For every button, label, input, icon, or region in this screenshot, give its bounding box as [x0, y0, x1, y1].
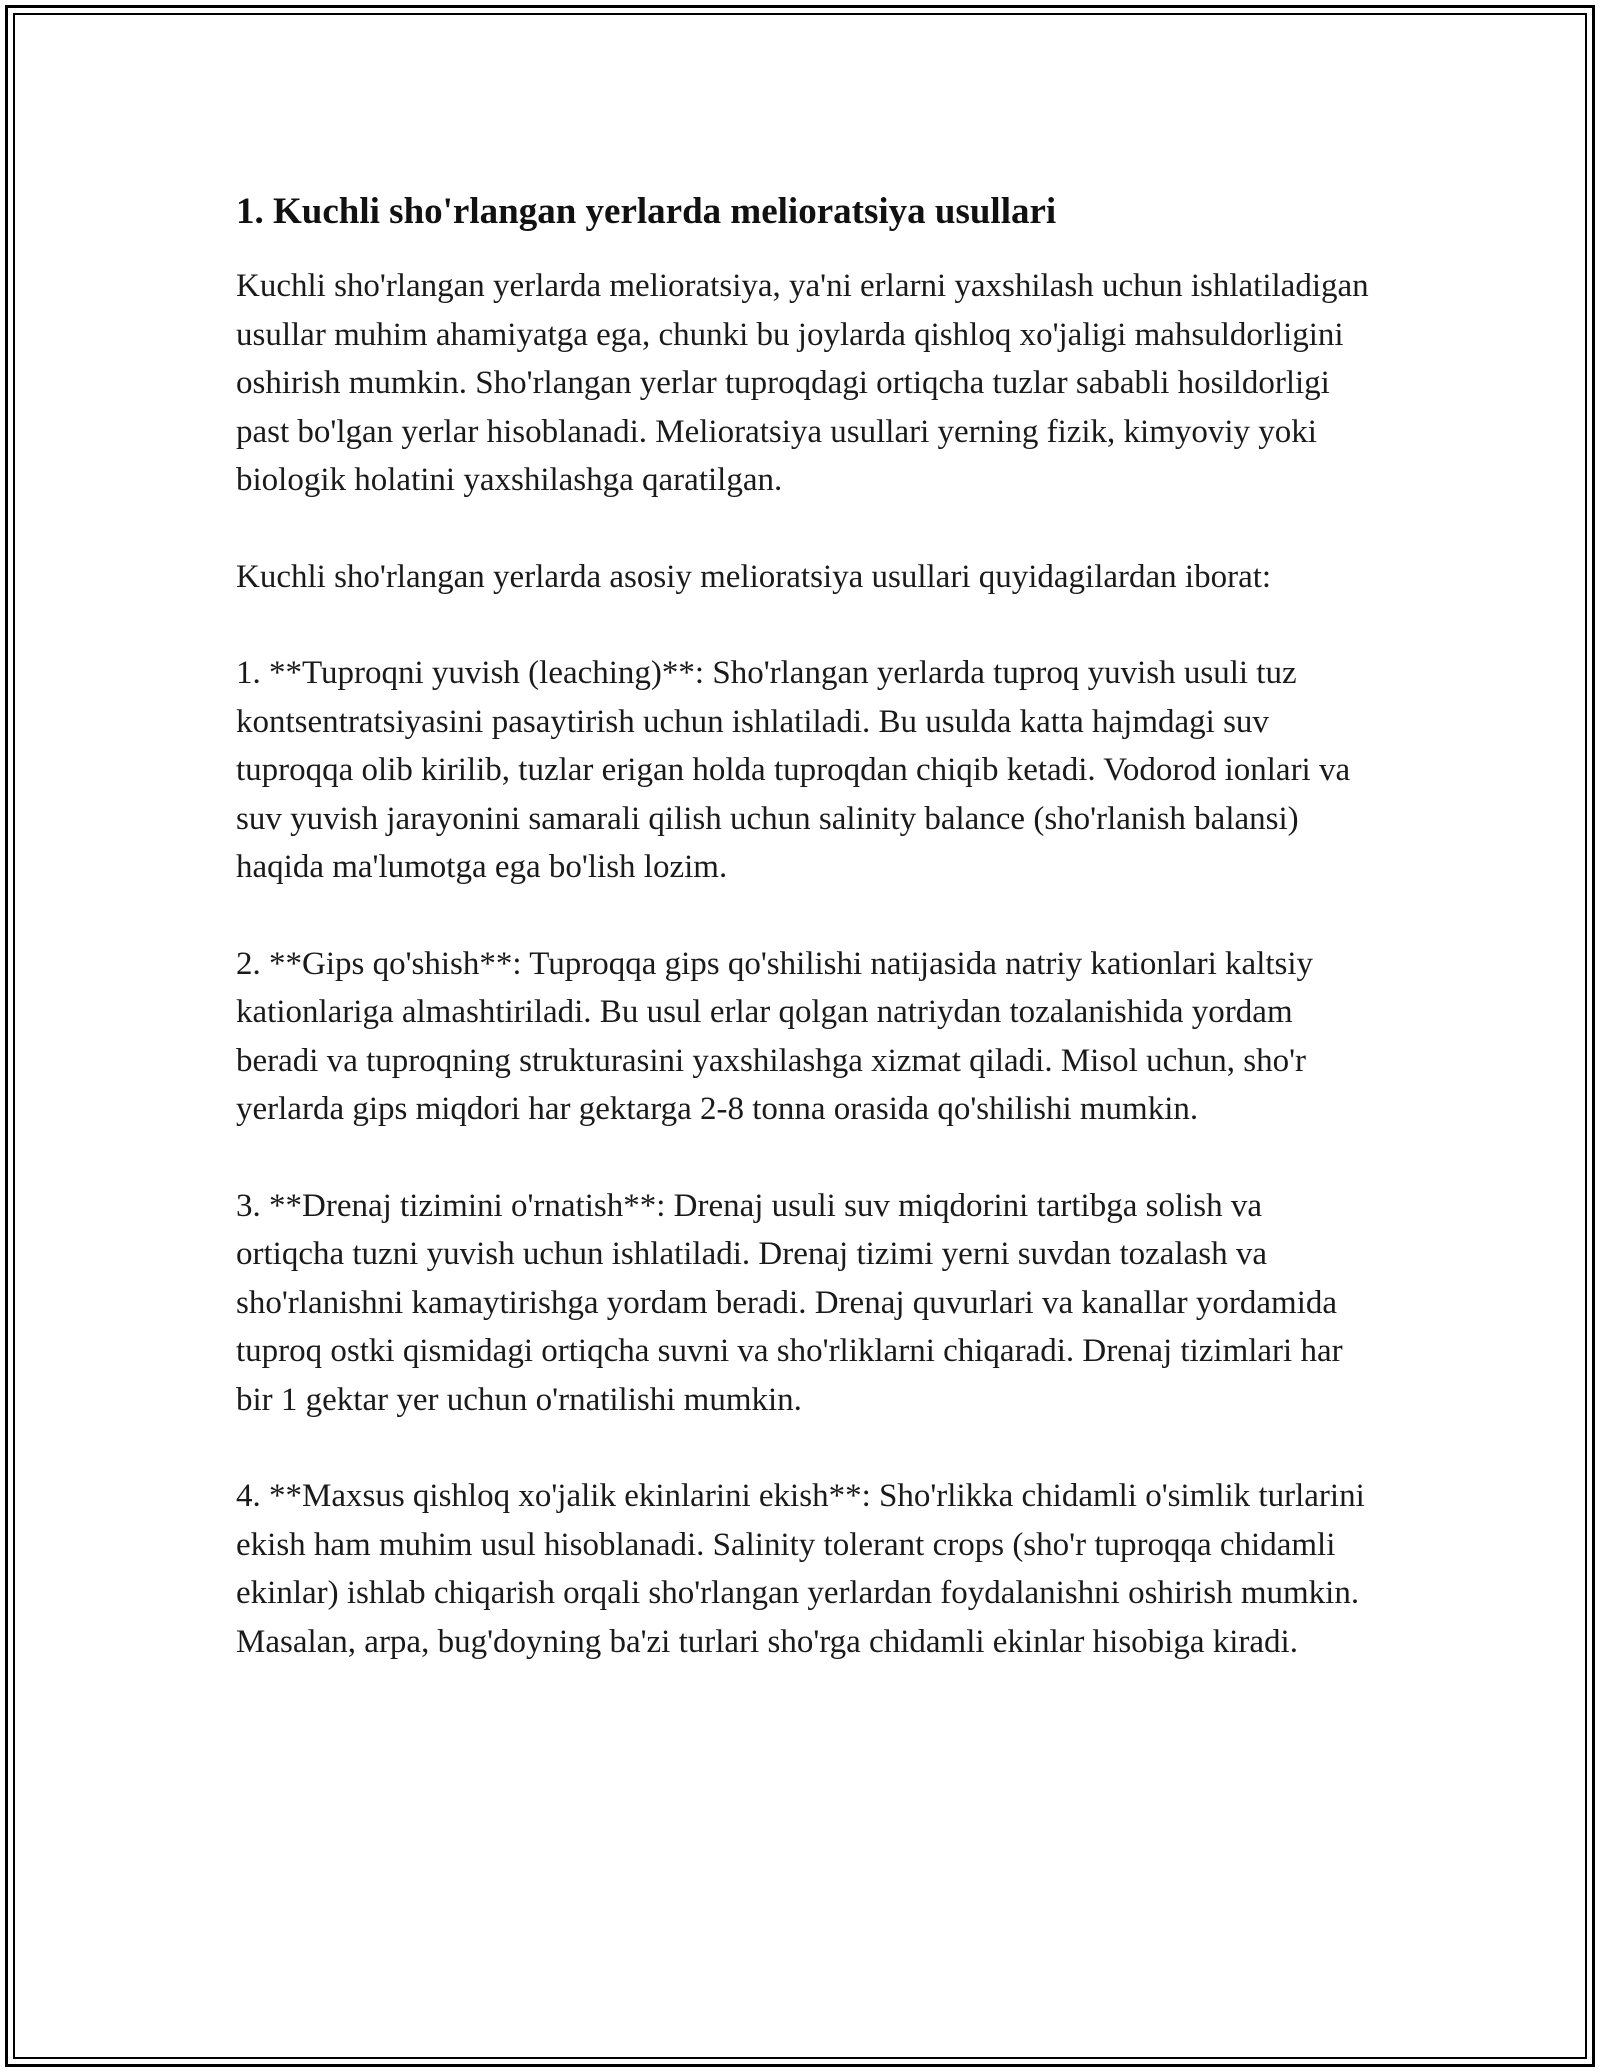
- document-body: [236, 186, 1376, 1714]
- intro-paragraph: Kuchli sho'rlangan yerlarda melioratsiya, ya'ni erlarni yaxshilash uchun ishlatiladigan usullar muhim ahamiyatga ega, chunki bu joylarda qishloq xo'jaligi mahsuldorligini oshirish mumkin. Sho'rlangan yerlar tuproqdagi ortiqcha tuzlar sababli hosildorligi past bo'lgan yerlar hisoblanadi. Melioratsiya usullari yerning fizik, kimyoviy yoki biologik holatini yaxshilashga qaratilgan.: [236, 268, 1369, 498]
- method-drainage-paragraph: 3. **Drenaj tizimini o'rnatish**: Drenaj usuli suv miqdorini tartibga solish va ortiqcha tuzni yuvish uchun ishlatiladi. Drenaj tizimi yerni suvdan tozalash va sho'rlanishni kamaytirishga yordam beradi. Drenaj quvurlari va kanallar yordamida tuproq ostki qismidagi ortiqcha suvni va sho'rliklarni chiqaradi. Drenaj tizimlari har bir 1 gektar yer uchun o'rnatilishi mumkin.: [236, 1187, 1343, 1418]
- method-leaching-paragraph: 1. **Tuproqni yuvish (leaching)**: Sho'rlangan yerlarda tuproq yuvish usuli tuz kontsentratsiyasini pasaytirish uchun ishlatiladi. Bu usulda katta hajmdagi suv tuproqqa olib kirilib, tuzlar erigan holda tuproqdan chiqib ketadi. Vodorod ionlari va suv yuvish jarayonini samarali qilish uchun salinity balance (sho'rlanish balansi) haqida ma'lumotga ega bo'lish lozim.: [236, 655, 1351, 885]
- method-crops-paragraph: 4. **Maxsus qishloq xo'jalik ekinlarini ekish**: Sho'rlikka chidamli o'simlik turlarini ekish ham muhim usul hisoblanadi. Salinity tolerant crops (sho'r tuproqqa chidamli ekinlar) ishlab chiqarish orqali sho'rlangan yerlardan foydalanishni oshirish mumkin. Masalan, arpa, bug'doyning ba'zi turlari sho'rga chidamli ekinlar hisobiga kiradi.: [236, 1478, 1365, 1660]
- section-heading: 1. Kuchli sho'rlangan yerlarda melioratsiya usullari: [236, 191, 1057, 232]
- methods-intro-paragraph: Kuchli sho'rlangan yerlarda asosiy melioratsiya usullari quyidagilardan iborat:: [236, 558, 1272, 595]
- method-gypsum-paragraph: 2. **Gips qo'shish**: Tuproqqa gips qo'shilishi natijasida natriy kationlari kaltsiy kationlariga almashtiriladi. Bu usul erlar qolgan natriydan tozalanishida yordam beradi va tuproqning strukturasini yaxshilashga xizmat qiladi. Misol uchun, sho'r yerlarda gips miqdori har gektarga 2-8 tonna orasida qo'shilishi mumkin.: [236, 945, 1314, 1127]
